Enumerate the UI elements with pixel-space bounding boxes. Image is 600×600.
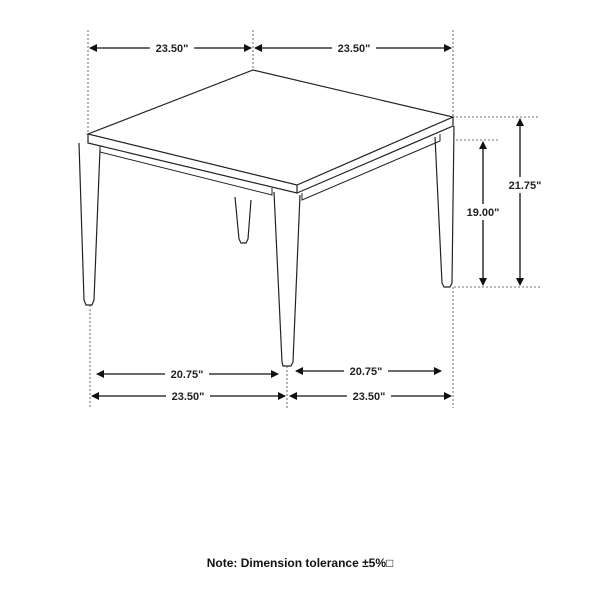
dim-inner-right-label: 20.75" [349, 366, 383, 378]
dim-top-right-label: 23.50" [337, 43, 371, 55]
table-top-edge-left [88, 134, 297, 193]
dimension-bottom-right [289, 388, 452, 404]
leg-right [435, 126, 454, 287]
dim-apron-clearance-label: 19.00" [466, 207, 500, 219]
dim-inner-left-label: 20.75" [170, 369, 204, 381]
dimension-total-height [503, 118, 547, 286]
dim-bottom-left-label: 23.50" [171, 391, 205, 403]
dimension-inner-left [96, 366, 279, 382]
dim-top-left-label: 23.50" [155, 43, 189, 55]
table-top-surface [88, 70, 453, 185]
dimension-top-left [89, 40, 252, 56]
apron-right [302, 134, 440, 200]
table-top-edge-right [297, 117, 453, 193]
dimension-inner-right [295, 363, 442, 379]
tolerance-note: Note: Dimension tolerance ±5%□ [206, 556, 394, 570]
leg-back [235, 197, 251, 243]
dim-total-height-label: 21.75" [508, 180, 542, 192]
table-outline [79, 70, 454, 366]
dimension-top-right [254, 40, 452, 56]
dimension-apron-clearance [466, 141, 510, 286]
leg-front [274, 192, 300, 366]
apron-left [100, 146, 272, 195]
leg-left [79, 143, 100, 305]
dimension-bottom-left [91, 388, 286, 404]
dim-bottom-right-label: 23.50" [352, 391, 386, 403]
